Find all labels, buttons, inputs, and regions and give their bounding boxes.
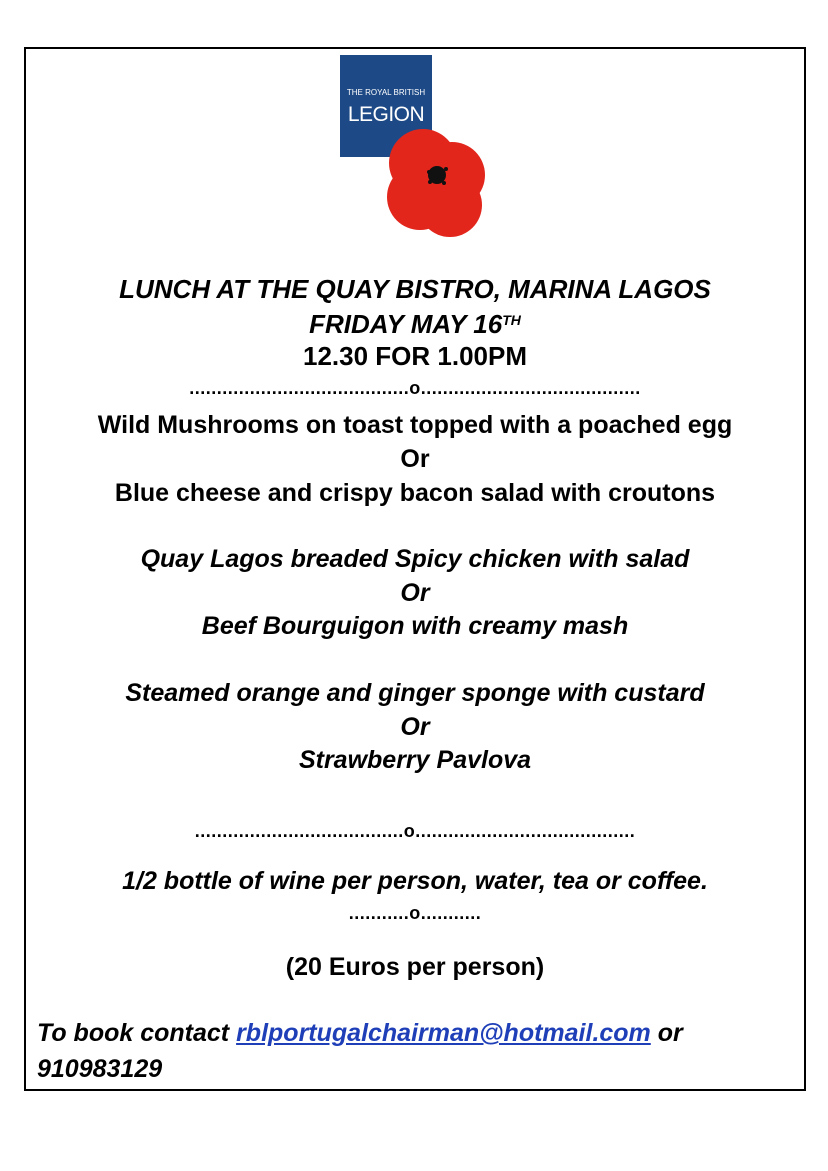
dessert-option-2: Strawberry Pavlova xyxy=(298,746,532,774)
starter-option-2: Blue cheese and crispy bacon salad with croutons xyxy=(114,479,716,507)
event-date-text: FRIDAY MAY 16 xyxy=(309,309,503,339)
booking-contact xyxy=(37,1015,797,1087)
dessert-or: Or xyxy=(400,713,430,741)
price-info: (20 Euros per person) xyxy=(285,953,545,981)
logo-text-top: THE ROYAL BRITISH xyxy=(346,88,426,97)
logo-text-legion: LEGION xyxy=(347,103,425,126)
separator-short: ...........o........... xyxy=(348,903,482,923)
starter-or: Or xyxy=(400,445,430,473)
event-time: 12.30 FOR 1.00PM xyxy=(303,341,527,371)
event-date-suffix: TH xyxy=(502,312,521,328)
poppy-icon xyxy=(387,129,485,237)
royal-british-legion-logo xyxy=(340,55,492,237)
drinks-info: 1/2 bottle of wine per person, water, tea or coffee. xyxy=(122,867,708,895)
contact-phone: 910983129 xyxy=(37,1055,163,1083)
starter-option-1: Wild Mushrooms on toast topped with a poached egg xyxy=(97,411,733,439)
event-title: LUNCH AT THE QUAY BISTRO, MARINA LAGOS xyxy=(119,274,711,304)
main-or: Or xyxy=(400,579,430,607)
contact-email-link[interactable]: rblportugalchairman@hotmail.com xyxy=(236,1019,651,1047)
contact-connector: or xyxy=(650,1019,683,1047)
event-date xyxy=(26,309,804,339)
dessert-option-1: Steamed orange and ginger sponge with custard xyxy=(125,679,705,707)
main-option-1: Quay Lagos breaded Spicy chicken with salad xyxy=(140,545,690,573)
separator-top: ........................................o........................................ xyxy=(189,378,641,398)
separator-middle: ......................................o........................................ xyxy=(194,821,636,841)
contact-prefix: To book contact xyxy=(37,1019,237,1047)
main-option-2: Beef Bourguigon with creamy mash xyxy=(201,612,629,640)
